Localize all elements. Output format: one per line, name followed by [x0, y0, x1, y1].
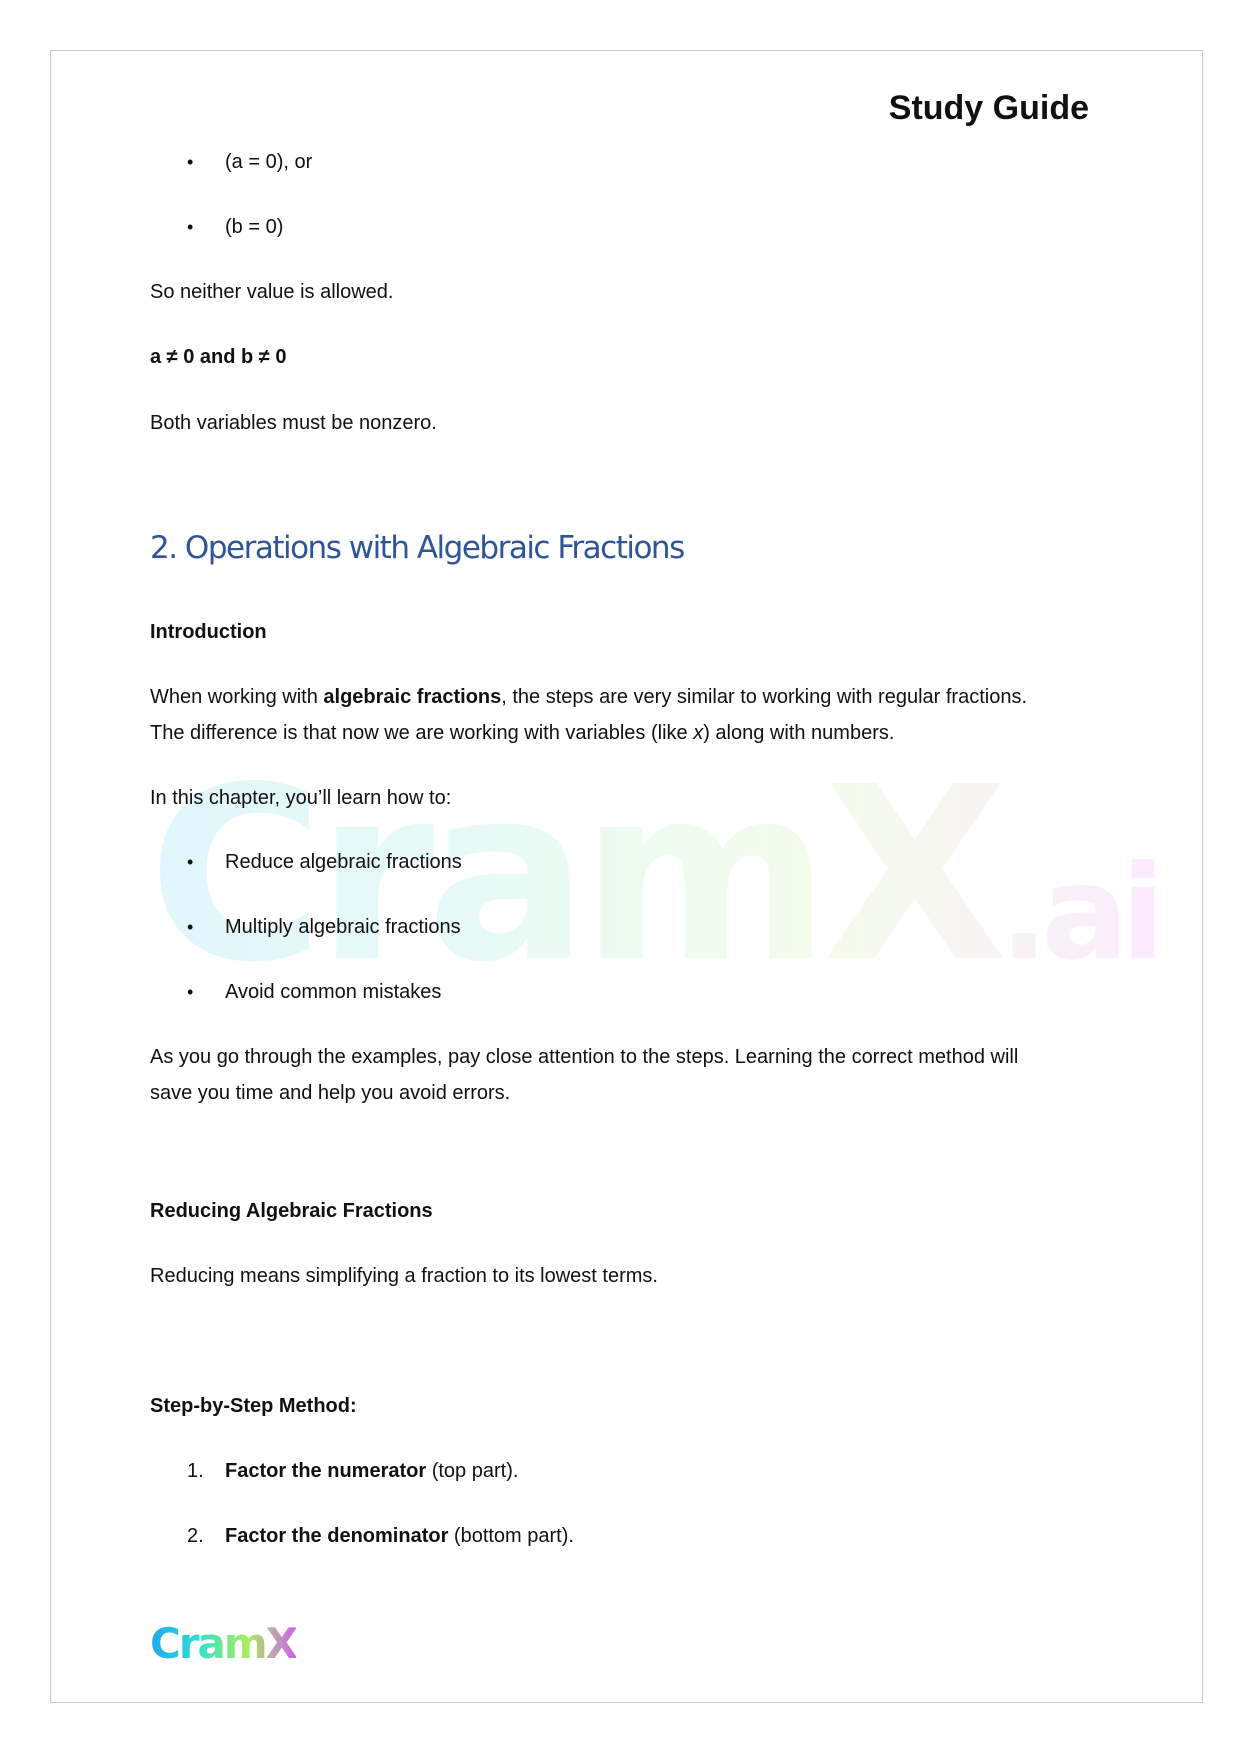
bullet-icon: • — [187, 917, 194, 937]
paragraph — [150, 721, 894, 745]
text: When working with — [150, 686, 324, 708]
text: The difference is that now we are working with variables (like — [150, 722, 694, 744]
subheading-steps: Step-by-Step Method: — [150, 1395, 357, 1417]
bold-statement: a ≠ 0 and b ≠ 0 — [150, 346, 287, 368]
step-rest: (top part). — [426, 1460, 519, 1482]
paragraph: Both variables must be nonzero. — [150, 412, 437, 434]
page-title: Study Guide — [888, 89, 1089, 127]
bullet-icon: • — [187, 152, 194, 172]
cramx-logo: CramX — [150, 1619, 297, 1668]
bullet-text: (b = 0) — [225, 216, 284, 238]
watermark-suffix: .ai — [999, 837, 1158, 989]
bullet-icon: • — [187, 982, 194, 1002]
bullet-text: Avoid common mistakes — [225, 981, 442, 1003]
paragraph: save you time and help you avoid errors. — [150, 1082, 511, 1104]
bullet-icon: • — [187, 217, 194, 237]
paragraph — [150, 685, 1027, 709]
paragraph: So neither value is allowed. — [150, 281, 394, 303]
paragraph: Reducing means simplifying a fraction to its lowest terms. — [150, 1265, 658, 1287]
watermark-logo — [148, 735, 1157, 1053]
step-bold: Factor the denominator — [225, 1525, 449, 1547]
bullet-text: (a = 0), or — [225, 151, 313, 173]
step-item — [225, 1524, 574, 1548]
text: , the steps are very similar to working with regular fractions. — [501, 686, 1028, 708]
watermark-main: CramX — [148, 735, 1000, 1015]
step-rest: (bottom part). — [448, 1525, 574, 1547]
subheading-reducing: Reducing Algebraic Fractions — [150, 1200, 433, 1222]
text: ) along with numbers. — [703, 722, 895, 744]
step-number: 1. — [187, 1460, 204, 1482]
subheading-introduction: Introduction — [150, 621, 267, 643]
step-item — [225, 1459, 518, 1483]
bullet-text: Reduce algebraic fractions — [225, 851, 462, 873]
paragraph: In this chapter, you’ll learn how to: — [150, 787, 452, 809]
bold-term: algebraic fractions — [323, 686, 502, 708]
italic-variable: x — [693, 722, 704, 744]
paragraph: As you go through the examples, pay close attention to the steps. Learning the correct method will — [150, 1046, 1019, 1068]
bullet-icon: • — [187, 852, 194, 872]
step-bold: Factor the numerator — [225, 1460, 427, 1482]
step-number: 2. — [187, 1525, 204, 1547]
bullet-text: Multiply algebraic fractions — [225, 916, 461, 938]
section-heading: 2. Operations with Algebraic Fractions — [150, 530, 684, 566]
